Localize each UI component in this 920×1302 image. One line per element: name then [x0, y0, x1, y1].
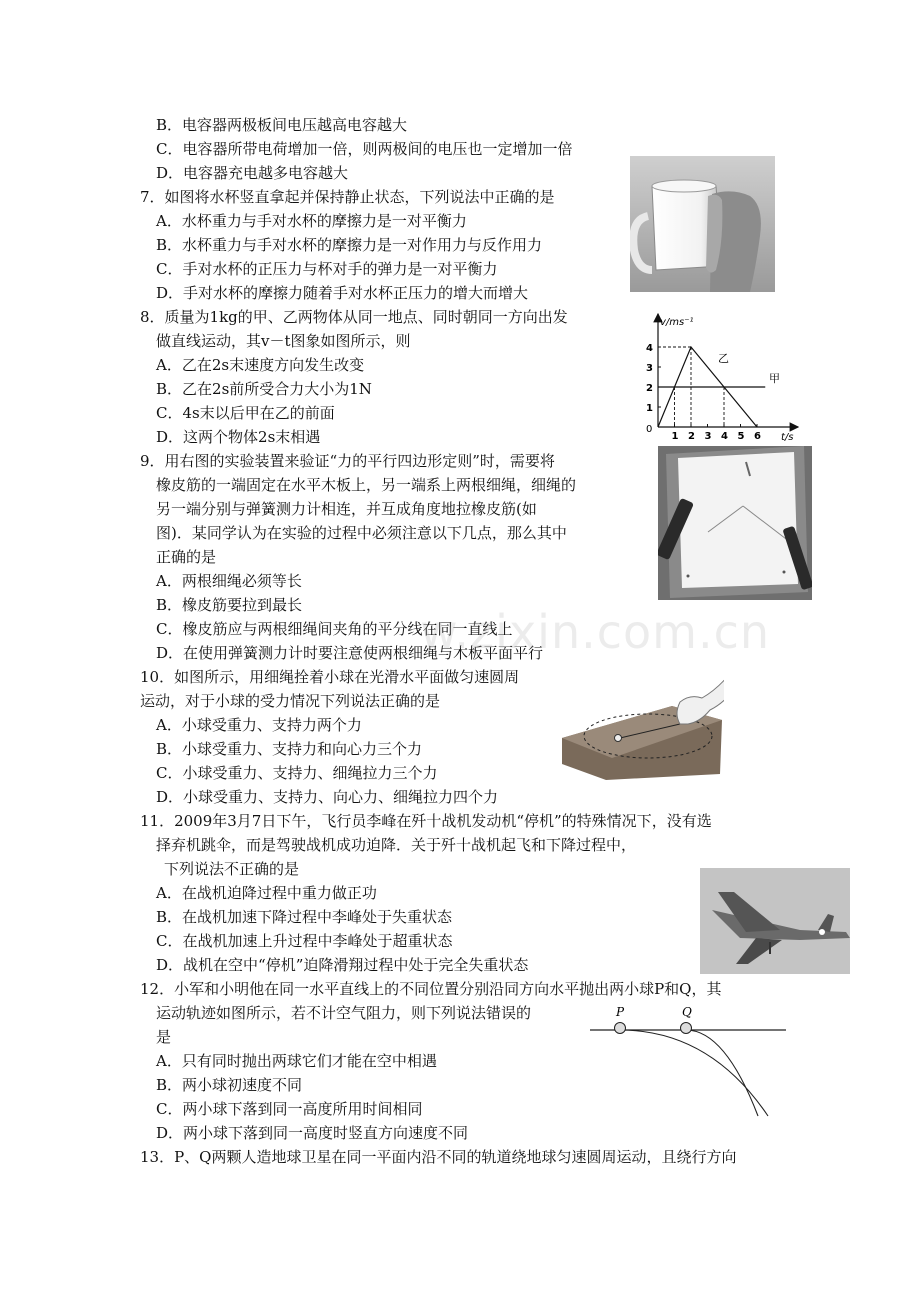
q9-stem-3: 另一端分别与弹簧测力计相连，并互成角度地拉橡皮筋(如: [156, 500, 537, 518]
q12-stem-2: 运动轨迹如图所示，若不计空气阻力，则下列说法错误的: [156, 1004, 532, 1022]
x-tick-label: 1: [671, 431, 679, 442]
ball-q: [681, 1023, 692, 1034]
q10-option-b: B．小球受重力、支持力和向心力三个力: [156, 740, 423, 758]
q7-option-d: D．手对水杯的摩擦力随着手对水杯正压力的增大而增大: [156, 284, 529, 302]
q12-stem-1: 12．小军和小明他在同一水平直线上的不同位置分别沿同方向水平抛出两小球P和Q，其: [140, 980, 722, 998]
q7-option-b: B．水杯重力与手对水杯的摩擦力是一对作用力与反作用力: [156, 236, 543, 254]
q8-option-b: B．乙在2s前所受合力大小为1N: [156, 380, 372, 398]
q9-option-c: C．橡皮筋应与两根细绳间夹角的平分线在同一直线上: [156, 620, 513, 638]
cup-photo: [630, 156, 775, 292]
series-label-yi: 乙: [718, 352, 729, 365]
x-tick-label: 2: [688, 431, 695, 442]
q8-option-d: D．这两个物体2s末相遇: [156, 428, 321, 446]
y-axis-label: v/ms⁻¹: [660, 317, 694, 328]
q11-option-b: B．在战机加速下降过程中李峰处于失重状态: [156, 908, 453, 926]
q12-option-d: D．两小球下落到同一高度时竖直方向速度不同: [156, 1124, 469, 1142]
q13-stem: 13．P、Q两颗人造地球卫星在同一平面内沿不同的轨道绕地球匀速圆周运动，且绕行方向: [140, 1148, 737, 1166]
experiment-photo: [658, 446, 812, 600]
q10-option-c: C．小球受重力、支持力、细绳拉力三个力: [156, 764, 438, 782]
q6-option-c: C．电容器所带电荷增加一倍，则两极间的电压也一定增加一倍: [156, 140, 573, 158]
q9-stem-5: 正确的是: [156, 548, 217, 566]
q12-option-c: C．两小球下落到同一高度所用时间相同: [156, 1100, 423, 1118]
q8-stem-1: 8．质量为1kg的甲、乙两物体从同一地点、同时朝同一方向出发: [140, 308, 568, 326]
origin-label: 0: [646, 424, 653, 435]
y-tick-label: 2: [646, 383, 653, 394]
y-tick-label: 3: [646, 363, 653, 374]
q9-stem-2: 橡皮筋的一端固定在水平木板上，另一端系上两根细绳，细绳的: [156, 476, 577, 494]
q8-stem-2: 做直线运动，其v－t图象如图所示，则: [156, 332, 411, 350]
q9-stem-4: 图)．某同学认为在实验的过程中必须注意以下几点，那么其中: [156, 524, 567, 542]
watermark: w.zixin.com.cn: [420, 605, 771, 659]
q7-stem: 7．如图将水杯竖直拿起并保持静止状态，下列说法中正确的是: [140, 188, 555, 206]
q11-stem-3: 下列说法不正确的是: [164, 860, 300, 878]
q11-stem-1: 11．2009年3月7日下午，飞行员李峰在歼十战机发动机“停机”的特殊情况下，没有选: [140, 812, 712, 830]
trajectory-p: [620, 1030, 768, 1116]
q12-option-b: B．两小球初速度不同: [156, 1076, 303, 1094]
vt-graph: [638, 306, 808, 448]
series-label-jia: 甲: [769, 372, 780, 385]
q11-option-a: A．在战机迫降过程中重力做正功: [156, 884, 377, 902]
label-p: P: [616, 1005, 625, 1019]
q12-option-a: A．只有同时抛出两球它们才能在空中相遇: [156, 1052, 437, 1070]
q9-stem-1: 9．用右图的实验装置来验证“力的平行四边形定则”时，需要将: [140, 452, 555, 470]
q8-option-a: A．乙在2s末速度方向发生改变: [156, 356, 365, 374]
label-q: Q: [682, 1005, 692, 1019]
q9-option-b: B．橡皮筋要拉到最长: [156, 596, 303, 614]
q11-option-c: C．在战机加速上升过程中李峰处于超重状态: [156, 932, 453, 950]
q11-option-d: D．战机在空中“停机”迫降滑翔过程中处于完全失重状态: [156, 956, 529, 974]
q7-option-c: C．手对水杯的正压力与杯对手的弹力是一对平衡力: [156, 260, 498, 278]
q8-option-c: C．4s末以后甲在乙的前面: [156, 404, 335, 422]
x-tick-label: 4: [721, 431, 728, 442]
q10-stem-2: 运动，对于小球的受力情况下列说法正确的是: [140, 692, 441, 710]
q10-option-a: A．小球受重力、支持力两个力: [156, 716, 362, 734]
q6-option-d: D．电容器充电越多电容越大: [156, 164, 349, 182]
q6-option-b: B．电容器两极板间电压越高电容越大: [156, 116, 408, 134]
x-axis-label: t/s: [781, 432, 794, 443]
x-tick-label: 6: [754, 431, 761, 442]
q9-option-d: D．在使用弹簧测力计时要注意使两根细绳与木板平面平行: [156, 644, 544, 662]
q11-stem-2: 择弃机跳伞，而是驾驶战机成功迫降．关于歼十战机起飞和下降过程中，: [156, 836, 637, 854]
x-tick-label: 3: [704, 431, 712, 442]
q12-stem-3: 是: [156, 1028, 172, 1046]
projectile-diagram: [590, 1004, 788, 1120]
circular-motion-photo: [560, 668, 724, 780]
q7-option-a: A．水杯重力与手对水杯的摩擦力是一对平衡力: [156, 212, 467, 230]
ball-p: [615, 1023, 626, 1034]
q10-stem-1: 10．如图所示，用细绳拴着小球在光滑水平面做匀速圆周: [140, 668, 520, 686]
q9-option-a: A．两根细绳必须等长: [156, 572, 302, 590]
y-tick-label: 1: [646, 403, 653, 414]
q10-option-d: D．小球受重力、支持力、向心力、细绳拉力四个力: [156, 788, 499, 806]
x-tick-label: 5: [737, 431, 745, 442]
fighter-jet-photo: [700, 868, 850, 974]
y-tick-label: 4: [646, 343, 653, 354]
trajectory-q: [686, 1030, 758, 1116]
